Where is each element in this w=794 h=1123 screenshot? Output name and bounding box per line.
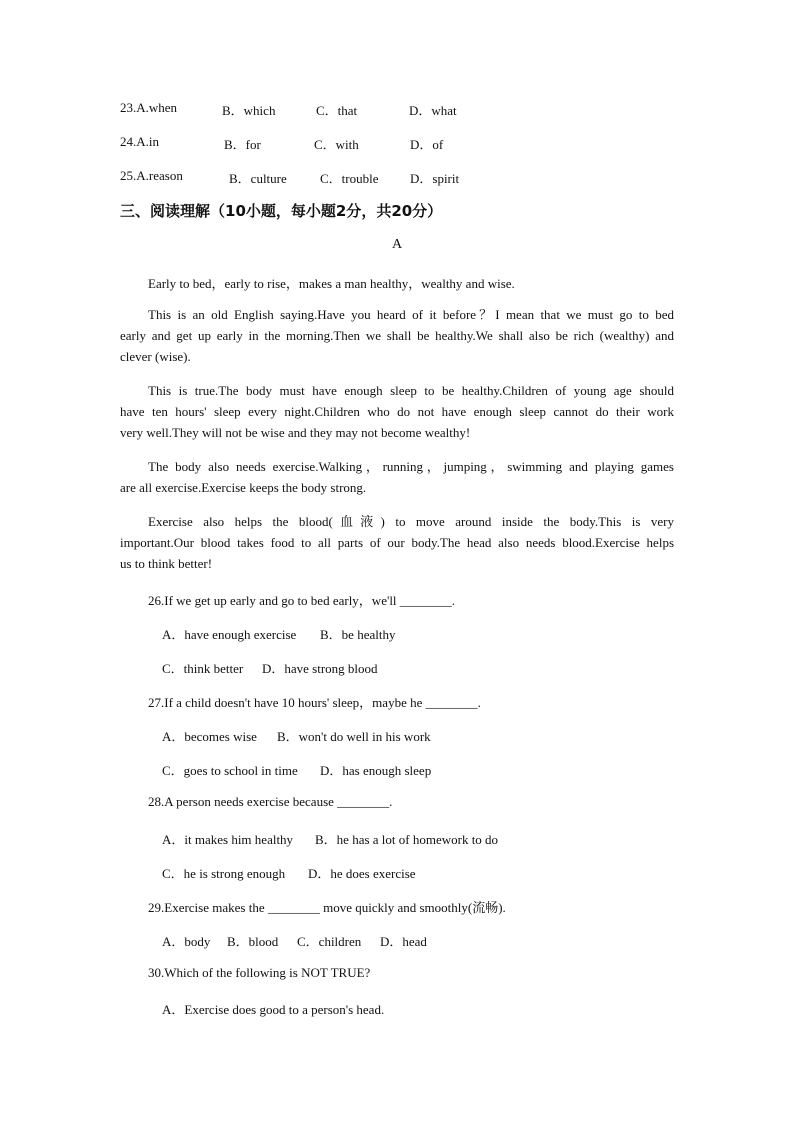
paragraph-5-line-2: important.Our blood takes food to all parts of our body.The head also needs blood.Exercise helps [120,535,674,550]
option-23-a: 23.A.when [120,100,178,115]
paragraph-2 [120,304,674,367]
question-26-choice-d: D．have strong blood [262,661,378,676]
question-30-stem: 30.Which of the following is NOT TRUE? [148,965,371,980]
option-25-d: D．spirit [410,171,460,186]
option-25-c: C．trouble [320,171,379,186]
option-23-d: D．what [409,103,457,118]
option-24-d: D．of [410,137,444,152]
passage-label: A [391,237,403,252]
paragraph-3-line-3: very well.They will not be wise and they may not become wealthy! [120,425,471,440]
question-28-choice-d: D．he does exercise [308,866,416,881]
question-26-stem: 26.If we get up early and go to bed early，we'll ________. [148,593,456,608]
paragraph-5 [120,511,674,574]
paragraph-4-line-1: The body also needs exercise.Walking，running，jumping，swimming and playing games [148,459,674,474]
paragraph-3 [120,380,674,443]
question-27-choice-a: A．becomes wise [162,729,257,744]
question-26-choice-a: A．have enough exercise [162,627,297,642]
question-29-stem: 29.Exercise makes the ________ move quickly and smoothly(流畅). [148,900,506,915]
question-29-choice-d: D．head [380,934,427,949]
paragraph-2-line-3: clever (wise). [120,349,191,364]
paragraph-4-line-2: are all exercise.Exercise keeps the body strong. [120,480,367,495]
paragraph-1: Early to bed，early to rise，makes a man healthy，wealthy and wise. [148,276,515,291]
question-30-choice-a: A．Exercise does good to a person's head. [162,1002,385,1017]
question-29-choice-a: A．body [162,934,211,949]
paragraph-3-line-1: This is true.The body must have enough sleep to be healthy.Children of young age should [148,383,674,398]
question-27-choice-d: D．has enough sleep [320,763,432,778]
question-28-stem: 28.A person needs exercise because ________. [148,794,393,809]
paragraph-2-line-1: This is an old English saying.Have you heard of it before？I mean that we must go to bed [148,307,674,322]
question-29-choice-c: C．children [297,934,362,949]
option-24-c: C．with [314,137,359,152]
option-24-b: B．for [224,137,261,152]
question-28-choice-b: B．he has a lot of homework to do [315,832,499,847]
paragraph-2-line-2: early and get up early in the morning.Then we shall be healthy.We shall also be rich (wealthy) and [120,328,674,343]
paragraph-5-line-1: Exercise also helps the blood(血液) to move around inside the body.This is very [148,514,674,529]
question-26-choice-c: C．think better [162,661,244,676]
question-26-choice-b: B．be healthy [320,627,396,642]
question-28-choice-c: C．he is strong enough [162,866,286,881]
question-27-stem: 27.If a child doesn't have 10 hours' sleep，maybe he ________. [148,695,481,710]
paragraph-5-line-3: us to think better! [120,556,213,571]
paragraph-3-line-2: have ten hours' sleep every night.Children who do not have enough sleep cannot do their work [120,404,674,419]
question-27-choice-c: C．goes to school in time [162,763,298,778]
option-25-b: B．culture [229,171,287,186]
option-25-a: 25.A.reason [120,168,183,183]
question-29-choice-b: B．blood [227,934,279,949]
question-27-choice-b: B．won't do well in his work [277,729,431,744]
question-28-choice-a: A．it makes him healthy [162,832,294,847]
paragraph-4 [120,456,674,498]
option-24-a: 24.A.in [120,134,159,149]
option-23-b: B．which [222,103,276,118]
option-23-c: C．that [316,103,358,118]
section-heading: 三、阅读理解（10小题，每小题2分，共20分） [120,202,443,220]
